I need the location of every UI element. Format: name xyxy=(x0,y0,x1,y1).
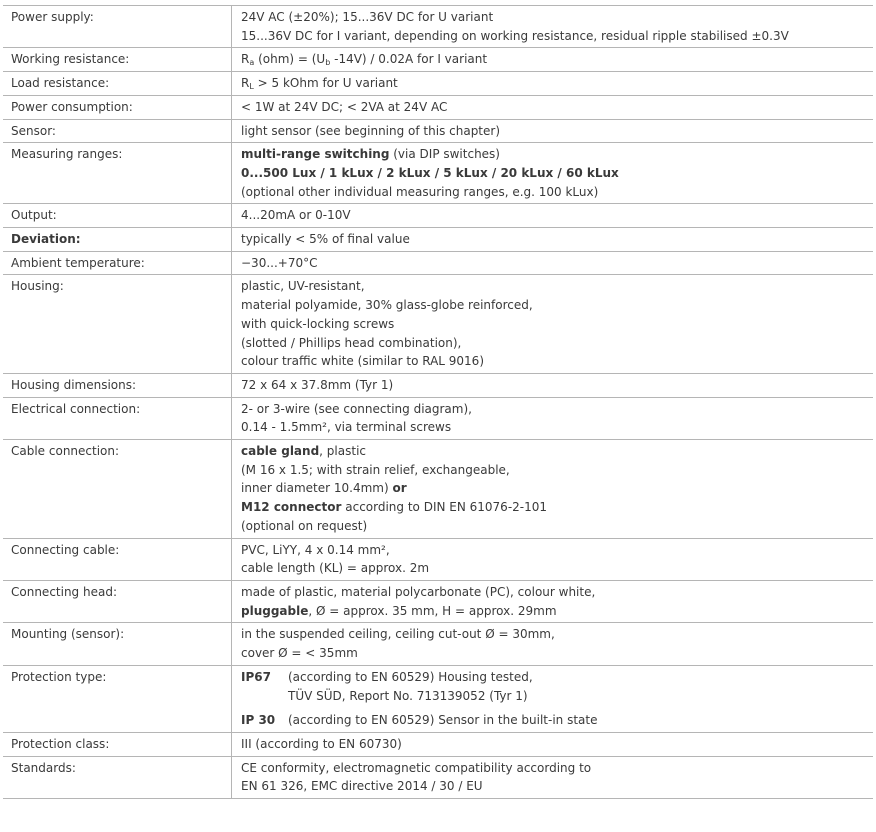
row-label: Output: xyxy=(3,204,232,227)
value-text: , plastic xyxy=(319,444,366,459)
row-label: Protection type: xyxy=(3,666,232,732)
formula-text: (ohm) = (U xyxy=(254,52,326,67)
value-line: (M 16 x 1.5; with strain relief, exchangeable, xyxy=(241,462,510,477)
row-value xyxy=(232,583,873,620)
row-label: Housing: xyxy=(3,275,232,373)
value-line: with quick-locking screws xyxy=(241,316,395,331)
row-protection-class xyxy=(3,733,873,757)
row-label: Power supply: xyxy=(3,6,232,47)
value-line: 24V AC (±20%); 15...36V DC for U variant xyxy=(241,10,494,24)
row-label: Measuring ranges: xyxy=(3,143,232,203)
row-power-supply xyxy=(3,6,873,48)
row-standards xyxy=(3,757,873,799)
value-line: typically < 5% of final value xyxy=(241,232,410,247)
row-value xyxy=(232,254,873,273)
value-line: PVC, LiYY, 4 x 0.14 mm², xyxy=(241,542,390,557)
value-line: 0...500 Lux / 1 kLux / 2 kLux / 5 kLux / 20 kLux / 60 kLux xyxy=(241,165,619,180)
ip-code: IP 30 xyxy=(241,713,276,728)
row-value xyxy=(232,376,873,395)
row-label: Working resistance: xyxy=(3,48,232,71)
value-line: 72 x 64 x 37.8mm (Tyr 1) xyxy=(241,377,394,392)
value-line xyxy=(241,50,873,69)
row-label: Load resistance: xyxy=(3,72,232,95)
formula-subscript: L xyxy=(249,82,254,92)
row-cable-connection xyxy=(3,440,873,539)
value-line: cover Ø = < 35mm xyxy=(241,646,358,661)
value-line: 2- or 3-wire (see connecting diagram), xyxy=(241,401,472,416)
row-ambient-temperature xyxy=(3,252,873,276)
row-label: Electrical connection: xyxy=(3,398,232,439)
row-electrical-connection xyxy=(3,398,873,440)
row-value xyxy=(232,277,873,371)
formula-text: -14V) / 0.02A for I variant xyxy=(330,52,488,67)
value-text: , Ø = approx. 35 mm, H = approx. 29mm xyxy=(308,603,557,618)
value-line: < 1W at 24V DC; < 2VA at 24V AC xyxy=(241,99,448,114)
row-value xyxy=(232,230,873,249)
row-value xyxy=(232,122,873,141)
row-protection-type xyxy=(3,666,873,733)
row-measuring-ranges xyxy=(3,143,873,204)
protection-entry xyxy=(241,668,873,705)
row-label: Mounting (sensor): xyxy=(3,623,232,664)
value-line xyxy=(241,442,873,461)
bold-text: M12 connector xyxy=(241,500,342,515)
row-housing xyxy=(3,275,873,374)
value-line: 15...36V DC for I variant, depending on working resistance, residual ripple stabilised ±0.3V xyxy=(241,28,789,43)
row-value xyxy=(232,400,873,437)
row-power-consumption xyxy=(3,96,873,120)
row-label: Standards: xyxy=(3,757,232,798)
value-line xyxy=(241,145,873,164)
row-label: Protection class: xyxy=(3,733,232,756)
row-value xyxy=(232,98,873,117)
row-output xyxy=(3,204,873,228)
formula-text: > 5 kOhm for U variant xyxy=(253,76,398,91)
row-value xyxy=(232,74,873,93)
value-line: (according to EN 60529) Sensor in the built-in state xyxy=(288,713,598,728)
row-label: Sensor: xyxy=(3,120,232,143)
row-value xyxy=(232,8,873,45)
value-line: 4...20mA or 0-10V xyxy=(241,208,351,223)
row-label: Power consumption: xyxy=(3,96,232,119)
formula-text: R xyxy=(241,76,250,91)
value-line: EN 61 326, EMC directive 2014 / 30 / EU xyxy=(241,779,483,794)
row-value xyxy=(232,50,873,69)
value-text: according to DIN EN 61076-2-101 xyxy=(341,500,548,515)
value-line: material polyamide, 30% glass-globe reinforced, xyxy=(241,298,533,313)
value-line: 0.14 - 1.5mm², via terminal screws xyxy=(241,420,452,435)
value-line xyxy=(241,479,873,498)
value-line: −30...+70°C xyxy=(241,255,318,270)
bold-text: multi-range switching xyxy=(241,147,390,162)
row-value xyxy=(232,759,873,796)
row-value xyxy=(232,442,873,536)
row-mounting-sensor xyxy=(3,623,873,665)
row-value xyxy=(232,541,873,578)
value-line: TÜV SÜD, Report No. 713139052 (Tyr 1) xyxy=(288,688,528,703)
value-line: colour traffic white (similar to RAL 9016) xyxy=(241,354,484,369)
row-label: Housing dimensions: xyxy=(3,374,232,397)
value-line: in the suspended ceiling, ceiling cut-out Ø = 30mm, xyxy=(241,627,555,642)
value-line: (according to EN 60529) Housing tested, xyxy=(288,669,533,684)
row-label: Cable connection: xyxy=(3,440,232,538)
row-working-resistance xyxy=(3,48,873,72)
row-label: Deviation: xyxy=(3,228,232,251)
formula-subscript: a xyxy=(249,58,255,68)
value-line xyxy=(241,498,873,517)
row-label: Connecting head: xyxy=(3,581,232,622)
row-value xyxy=(232,625,873,662)
bold-text: pluggable xyxy=(241,603,309,618)
row-value xyxy=(232,735,873,754)
value-line: CE conformity, electromagnetic compatibility according to xyxy=(241,760,592,775)
protection-entry xyxy=(241,711,873,730)
bold-text: cable gland xyxy=(241,444,320,459)
formula-subscript: b xyxy=(325,58,331,68)
value-line: cable length (KL) = approx. 2m xyxy=(241,561,430,576)
protection-text xyxy=(288,668,533,705)
value-line: III (according to EN 60730) xyxy=(241,736,402,751)
value-line: (optional other individual measuring ranges, e.g. 100 kLux) xyxy=(241,184,599,199)
formula-text: R xyxy=(241,52,250,67)
value-line xyxy=(241,74,873,93)
row-connecting-cable xyxy=(3,539,873,581)
value-line: (slotted / Phillips head combination), xyxy=(241,335,462,350)
value-line: light sensor (see beginning of this chapter) xyxy=(241,123,501,138)
value-line: made of plastic, material polycarbonate (PC), colour white, xyxy=(241,584,596,599)
row-value xyxy=(232,145,873,201)
row-deviation xyxy=(3,228,873,252)
row-label: Connecting cable: xyxy=(3,539,232,580)
row-value xyxy=(232,668,873,730)
row-label: Ambient temperature: xyxy=(3,252,232,275)
row-housing-dimensions xyxy=(3,374,873,398)
row-connecting-head xyxy=(3,581,873,623)
row-sensor xyxy=(3,120,873,144)
value-line: (optional on request) xyxy=(241,518,368,533)
value-text: (via DIP switches) xyxy=(389,147,500,162)
ip-code: IP67 xyxy=(241,669,271,684)
row-value xyxy=(232,206,873,225)
row-load-resistance xyxy=(3,72,873,96)
value-line xyxy=(241,602,873,621)
spec-table xyxy=(3,5,873,799)
value-text: inner diameter 10.4mm) xyxy=(241,481,393,496)
value-line: plastic, UV-resistant, xyxy=(241,279,365,294)
bold-text: or xyxy=(392,481,407,496)
